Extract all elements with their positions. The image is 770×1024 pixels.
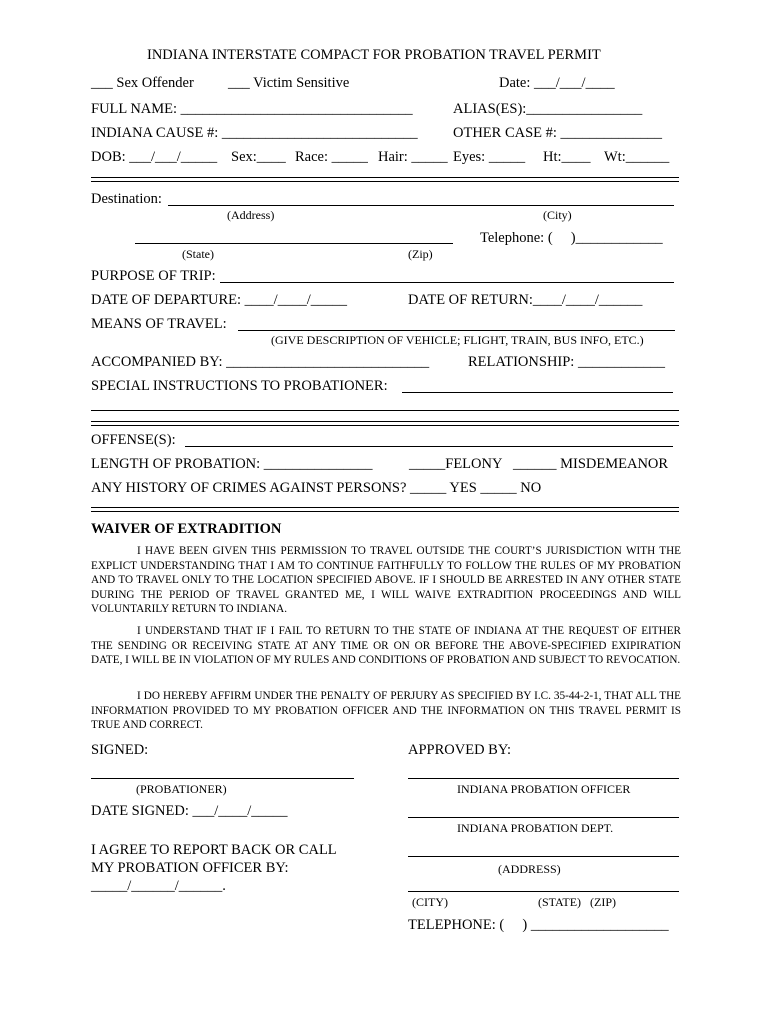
other-case-field[interactable]: OTHER CASE #: ______________ (453, 125, 663, 141)
offenses-input[interactable] (185, 446, 673, 447)
form-title: INDIANA INTERSTATE COMPACT FOR PROBATION TRAVEL PERMIT (147, 47, 601, 63)
approved-label: APPROVED BY: (408, 742, 512, 758)
departure-field[interactable]: DATE OF DEPARTURE: ____/____/_____ (91, 292, 347, 308)
state-caption: (State) (182, 247, 214, 261)
sex-offender-field[interactable]: ___ Sex Offender (91, 75, 194, 91)
destination-label: Destination: (91, 191, 162, 207)
date-signed-field[interactable]: DATE SIGNED: ___/____/_____ (91, 803, 288, 819)
section-divider (91, 421, 679, 426)
sex-field[interactable]: Sex:____ (231, 149, 286, 165)
accompanied-field[interactable]: ACCOMPANIED BY: ____________________________ (91, 354, 430, 370)
waiver-heading: WAIVER OF EXTRADITION (91, 521, 282, 537)
crimes-history-field[interactable]: ANY HISTORY OF CRIMES AGAINST PERSONS? _____ YES _____ NO (91, 480, 542, 496)
address-input[interactable] (408, 856, 679, 857)
dept-input[interactable] (408, 817, 679, 818)
agree-line-2: MY PROBATION OFFICER BY: (91, 860, 289, 876)
city-caption: (City) (543, 208, 572, 222)
waiver-paragraph-1-text: I HAVE BEEN GIVEN THIS PERMISSION TO TRAVEL OUTSIDE THE COURT’S JURISDICTION WITH THE EXPLICT UNDERSTANDING THAT I AM TO CONTINUE FAITHFULLY TO FOLLOW THE RULES OF MY PROBATION AND TO TRAVEL ONLY TO THE LOCATION SPECIFIED ABOVE. IF I SHOULD BE ARRESTED IN ANY OTHER STATE DURING THE PERIOD OF TRAVEL GRANTED ME, I WILL WAIVE EXTRADITION PROCEEDINGS AND WILL VOLUNTARILY RETURN TO INDIANA. (91, 545, 681, 616)
state-zip-input[interactable] (135, 243, 453, 244)
officer-telephone-field[interactable]: TELEPHONE: ( ) ___________________ (408, 917, 669, 933)
date-field[interactable]: Date: ___/___/____ (499, 75, 615, 91)
probationer-caption: (PROBATIONER) (136, 782, 227, 796)
instructions-input-line-2[interactable] (91, 410, 679, 411)
indiana-cause-field[interactable]: INDIANA CAUSE #: ___________________________ (91, 125, 418, 141)
instructions-input[interactable] (402, 392, 673, 393)
instructions-label: SPECIAL INSTRUCTIONS TO PROBATIONER: (91, 378, 388, 394)
probationer-signature-input[interactable] (91, 778, 354, 779)
victim-sensitive-field[interactable]: ___ Victim Sensitive (228, 75, 350, 91)
address-caption: (Address) (227, 208, 275, 222)
misdemeanor-field[interactable]: ______ MISDEMEANOR (513, 456, 669, 472)
agree-line-1: I AGREE TO REPORT BACK OR CALL (91, 842, 337, 858)
hair-field[interactable]: Hair: _____ (378, 149, 448, 165)
eyes-field[interactable]: Eyes: _____ (453, 149, 526, 165)
dob-field[interactable]: DOB: ___/___/_____ (91, 149, 218, 165)
waiver-paragraph-1 (91, 544, 681, 617)
city-state-zip-input[interactable] (408, 891, 679, 892)
height-field[interactable]: Ht:____ (543, 149, 591, 165)
officer-signature-input[interactable] (408, 778, 679, 779)
telephone-field[interactable]: Telephone: ( )____________ (480, 230, 663, 246)
offenses-label: OFFENSE(S): (91, 432, 176, 448)
weight-field[interactable]: Wt:______ (604, 149, 670, 165)
section-divider (91, 177, 679, 182)
return-field[interactable]: DATE OF RETURN:____/____/______ (408, 292, 643, 308)
waiver-paragraph-2 (91, 624, 681, 668)
relationship-field[interactable]: RELATIONSHIP: ____________ (468, 354, 665, 370)
means-input[interactable] (238, 330, 675, 331)
officer-caption: INDIANA PROBATION OFFICER (457, 782, 631, 796)
waiver-paragraph-3 (91, 689, 681, 733)
aliases-field[interactable]: ALIAS(ES):________________ (453, 101, 643, 117)
race-field[interactable]: Race: _____ (295, 149, 368, 165)
destination-input[interactable] (168, 205, 674, 206)
address-caption: (ADDRESS) (498, 862, 561, 876)
section-divider (91, 507, 679, 512)
waiver-paragraph-2-text: I UNDERSTAND THAT IF I FAIL TO RETURN TO THE STATE OF INDIANA AT THE REQUEST OF EITHER THE SENDING OR RECEIVING STATE AT ANY TIME OR ON OR BEFORE THE ABOVE-SPECIFIED EXIPIRATION DATE, I WILL BE IN VIOLATION OF MY RULES AND CONDITIONS OF PROBATION AND SUBJECT TO REVOCATION. (91, 625, 681, 667)
signed-label: SIGNED: (91, 742, 149, 758)
means-label: MEANS OF TRAVEL: (91, 316, 227, 332)
dept-caption: INDIANA PROBATION DEPT. (457, 821, 614, 835)
waiver-paragraph-3-text: I DO HEREBY AFFIRM UNDER THE PENALTY OF PERJURY AS SPECIFIED BY I.C. 35-44-2-1, THAT ALL THE INFORMATION PROVIDED TO MY PROBATION OFFICER AND THE INFORMATION ON THIS TRAVEL PERMIT IS TRUE AND CORRECT. (91, 690, 681, 732)
report-by-date-field[interactable]: _____/______/______. (91, 878, 226, 894)
purpose-label: PURPOSE OF TRIP: (91, 268, 216, 284)
means-caption: (GIVE DESCRIPTION OF VEHICLE; FLIGHT, TRAIN, BUS INFO, ETC.) (271, 333, 644, 347)
purpose-input[interactable] (220, 282, 674, 283)
zip-caption: (Zip) (408, 247, 433, 261)
city-caption-bottom: (CITY) (412, 895, 448, 909)
felony-field[interactable]: _____FELONY (409, 456, 503, 472)
state-zip-caption-bottom: (STATE) (ZIP) (538, 895, 617, 909)
probation-length-field[interactable]: LENGTH OF PROBATION: _______________ (91, 456, 373, 472)
full-name-field[interactable]: FULL NAME: ________________________________ (91, 101, 413, 117)
